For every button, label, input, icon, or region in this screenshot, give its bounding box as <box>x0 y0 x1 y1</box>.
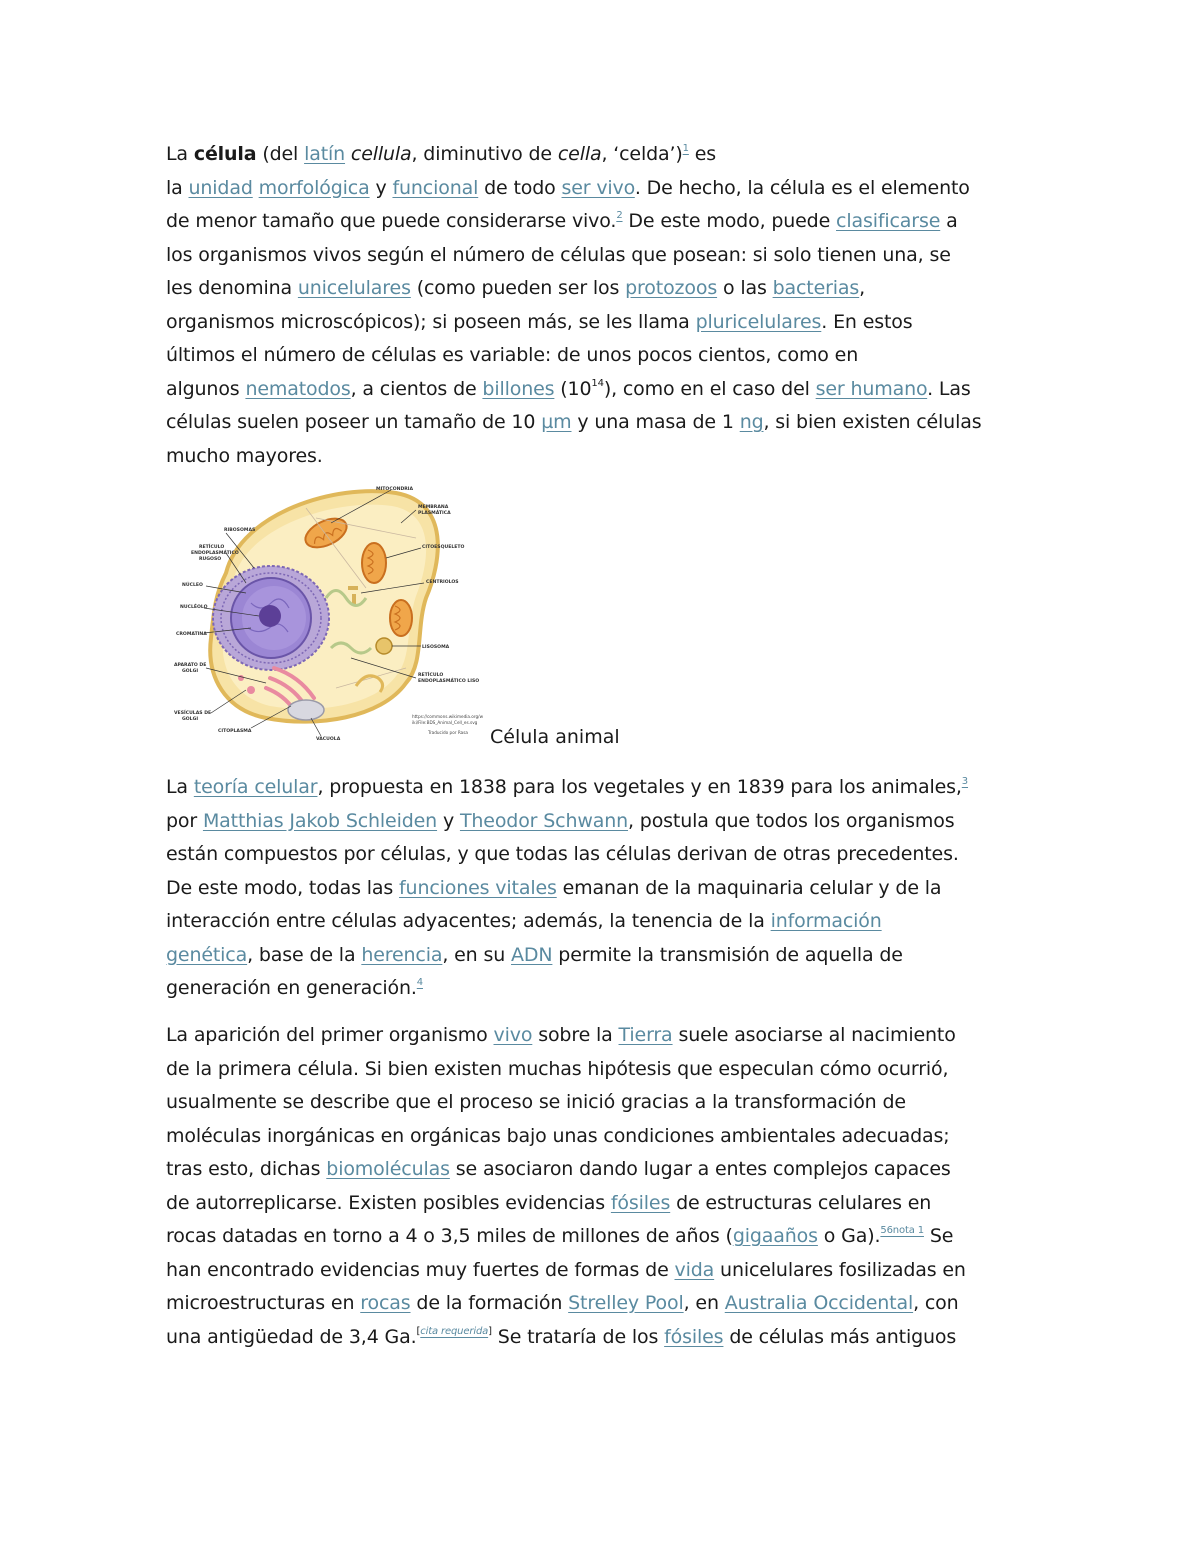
text: La <box>166 776 194 798</box>
link-funciones-vitales[interactable]: funciones vitales <box>399 876 557 899</box>
text: sobre la <box>532 1024 619 1046</box>
text: de células más antiguos <box>723 1325 957 1348</box>
superscript-exponent: 14 <box>591 377 604 389</box>
label-citoplasma: CITOPLASMA <box>218 729 252 734</box>
footnote-ref-2[interactable]: 2 <box>616 210 623 221</box>
text: células suelen poseer un tamaño de 10 <box>166 411 542 433</box>
paragraph-origen <box>166 1019 1046 1354</box>
text: , en <box>683 1292 725 1314</box>
link-billones[interactable]: billones <box>482 377 555 400</box>
footnote-ref-3[interactable]: 3 <box>961 776 969 787</box>
text: unicelulares fosilizadas en <box>714 1258 966 1281</box>
text: de la formación <box>410 1292 569 1314</box>
text: de la primera célula. Si bien existen muchas hipótesis que especulan cómo ocurrió, <box>166 1057 949 1080</box>
link-nanogramo[interactable]: ng <box>739 411 764 433</box>
footnote-ref-4[interactable]: 4 <box>416 977 423 988</box>
link-morfologica[interactable]: morfológica <box>258 176 370 199</box>
text: , en su <box>442 943 511 966</box>
text: De este modo, puede <box>622 210 837 232</box>
vacuole-shape <box>288 700 324 720</box>
link-herencia[interactable]: herencia <box>361 943 443 966</box>
italic-cella: cella <box>557 143 602 165</box>
text: , si bien existen células <box>763 411 982 433</box>
link-adn[interactable]: ADN <box>511 943 553 966</box>
link-nematodos[interactable]: nematodos <box>245 377 351 400</box>
link-unicelulares[interactable]: unicelulares <box>297 277 411 299</box>
text: . Las <box>927 377 971 400</box>
link-australia-occidental[interactable]: Australia Occidental <box>724 1292 914 1314</box>
text: por <box>166 809 203 832</box>
text: de menor tamaño que puede considerarse vivo. <box>166 210 617 232</box>
label-aparato-golgi-2: GOLGI <box>182 669 199 674</box>
link-fosiles-2[interactable]: fósiles <box>664 1325 724 1348</box>
link-informacion-genetica[interactable]: información <box>770 910 882 932</box>
link-fosiles[interactable]: fósiles <box>610 1191 671 1214</box>
label-reticulo-liso-2: ENDOPLASMÁTICO LISO <box>418 679 480 684</box>
text: los organismos vivos según el número de células que posean: si solo tienen una, se <box>166 243 951 266</box>
italic-cellula: cellula <box>350 143 412 165</box>
paragraph-teoria-celular <box>166 771 1046 1006</box>
link-vida[interactable]: vida <box>674 1258 715 1281</box>
text: organismos microscópicos); si poseen más, se les llama <box>166 310 696 333</box>
figure-caption: Célula animal <box>490 726 620 748</box>
link-bacterias[interactable]: bacterias <box>772 277 860 299</box>
link-clasificarse[interactable]: clasificarse <box>836 210 941 232</box>
link-informacion-genetica-2[interactable]: genética <box>166 943 248 966</box>
paragraph-intro <box>166 138 1046 473</box>
link-funcional[interactable]: funcional <box>392 176 479 199</box>
text: una antigüedad de 3,4 Ga. <box>166 1325 417 1348</box>
link-schwann[interactable]: Theodor Schwann <box>459 809 629 832</box>
text: o Ga). <box>817 1225 881 1247</box>
text: emanan de la maquinaria celular y de la <box>556 876 942 899</box>
text: , diminutivo de <box>411 143 558 165</box>
nucleolus-shape <box>259 605 281 627</box>
link-biomoleculas[interactable]: biomoléculas <box>326 1158 450 1180</box>
text: , con <box>913 1292 959 1314</box>
text: de estructuras celulares en <box>670 1191 932 1214</box>
text: y una masa de 1 <box>571 411 740 433</box>
text: rocas datadas en torno a 4 o 3,5 miles de millones de años ( <box>166 1225 733 1247</box>
bracket: [ <box>416 1325 421 1337</box>
label-membrana: MEMBRANA <box>418 505 449 510</box>
label-reticulo-rugoso-2: ENDOPLASMÁTICO <box>191 551 239 556</box>
footnote-ref-1[interactable]: 1 <box>682 143 689 154</box>
link-ser-humano[interactable]: ser humano <box>815 377 928 400</box>
text: últimos el número de células es variable: de unos pocos cientos, como en <box>166 344 859 366</box>
credit-line-1: https://commons.wikimedia.org/w <box>412 714 484 719</box>
label-vacuola: VACUOLA <box>316 737 341 742</box>
label-citoesqueleto: CITOESQUELETO <box>422 545 465 550</box>
text: y <box>369 176 393 199</box>
text: permite la transmisión de aquella de <box>552 943 903 966</box>
credit-line-2: iki/File:BDS_Animal_Cell_es.svg <box>412 720 478 725</box>
link-ser-vivo[interactable]: ser vivo <box>561 176 635 199</box>
text: , postula que todos los organismos <box>628 809 955 832</box>
text: La aparición del primer organismo <box>166 1024 494 1046</box>
link-tierra[interactable]: Tierra <box>618 1024 673 1046</box>
text: de autorreplicarse. Existen posibles evidencias <box>166 1191 611 1214</box>
text: y <box>437 809 460 832</box>
text: (como pueden ser los <box>410 277 626 299</box>
text: La <box>166 143 194 165</box>
link-protozoos[interactable]: protozoos <box>625 277 718 299</box>
text: les denomina <box>166 277 298 299</box>
text: de todo <box>478 176 562 199</box>
text: De este modo, todas las <box>166 876 400 899</box>
text: han encontrado evidencias muy fuertes de formas de <box>166 1258 675 1281</box>
link-pluricelulares[interactable]: pluricelulares <box>695 310 822 333</box>
text: la <box>166 176 189 199</box>
link-unidad[interactable]: unidad <box>188 176 253 199</box>
animal-cell-diagram <box>166 478 496 748</box>
label-cromatina: CROMATINA <box>176 632 207 637</box>
footnote-ref-56[interactable]: 56nota 1 <box>880 1225 924 1236</box>
label-centriolos: CENTRIOLOS <box>426 580 459 585</box>
text: algunos <box>166 377 246 400</box>
text: , a cientos de <box>350 377 483 400</box>
text: , ‘celda’) <box>601 143 683 165</box>
label-ribosomas: RIBOSOMAS <box>224 528 256 533</box>
lysosome-shape <box>376 638 392 654</box>
text: generación en generación. <box>166 977 417 999</box>
label-reticulo-liso: RETÍCULO <box>418 673 444 678</box>
text: se asociaron dando lugar a entes complejos capaces <box>449 1158 951 1180</box>
text: tras esto, dichas <box>166 1158 327 1180</box>
text: ), como en el caso del <box>603 377 816 400</box>
label-vesiculas-2: GOLGI <box>182 717 199 722</box>
label-mitocondria: MITOCONDRIA <box>376 487 414 492</box>
label-vesiculas: VESÍCULAS DE <box>174 711 212 716</box>
text: , base de la <box>247 943 362 966</box>
citation-needed-link[interactable]: cita requerida <box>420 1325 489 1337</box>
label-reticulo-rugoso: RETÍCULO <box>199 545 225 550</box>
text: moléculas inorgánicas en orgánicas bajo unas condiciones ambientales adecuadas; <box>166 1124 950 1147</box>
text: están compuestos por células, y que todas las células derivan de otras precedentes. <box>166 843 959 865</box>
text: a <box>940 210 958 232</box>
text: microestructuras en <box>166 1292 361 1314</box>
text: interacción entre células adyacentes; además, la tenencia de la <box>166 910 771 932</box>
text: (del <box>256 143 305 165</box>
text: (10 <box>554 377 592 400</box>
text: mucho mayores. <box>166 444 323 467</box>
text: , propuesta en 1838 para los vegetales y en 1839 para los animales, <box>317 776 962 798</box>
term-celula: célula <box>193 143 257 165</box>
link-micrometro[interactable]: µm <box>541 411 572 433</box>
text: . De hecho, la célula es el elemento <box>634 176 970 199</box>
text: usualmente se describe que el proceso se inició gracias a la transformación de <box>166 1091 906 1113</box>
link-latin[interactable]: latín <box>304 143 346 165</box>
bracket: ] <box>488 1325 492 1337</box>
link-vivo[interactable]: vivo <box>493 1024 533 1046</box>
label-nucleolo: NUCLÉOLO <box>180 605 208 610</box>
text: es <box>688 143 717 165</box>
animal-cell-figure <box>166 478 496 748</box>
label-nucleo: NÚCLEO <box>182 583 203 588</box>
label-lisosoma: LISOSOMA <box>422 645 450 650</box>
text: , <box>859 277 866 299</box>
credit-line-3: Traducido por Rasa <box>428 730 468 735</box>
link-schleiden[interactable]: Matthias Jakob Schleiden <box>202 809 438 832</box>
label-reticulo-rugoso-3: RUGOSO <box>199 557 222 562</box>
link-teoria-celular[interactable]: teoría celular <box>193 776 318 798</box>
label-plasmatica: PLASMÁTICA <box>418 511 451 516</box>
label-aparato-golgi: APARATO DE <box>174 663 207 668</box>
text: Se trataría de los <box>491 1325 665 1348</box>
text: . En estos <box>821 310 913 333</box>
link-strelley-pool[interactable]: Strelley Pool <box>568 1292 684 1314</box>
text: suele asociarse al nacimiento <box>672 1024 956 1046</box>
text: o las <box>717 277 773 299</box>
text: Se <box>923 1225 954 1247</box>
link-gigaanos[interactable]: gigaaños <box>732 1225 818 1247</box>
link-rocas[interactable]: rocas <box>360 1292 411 1314</box>
